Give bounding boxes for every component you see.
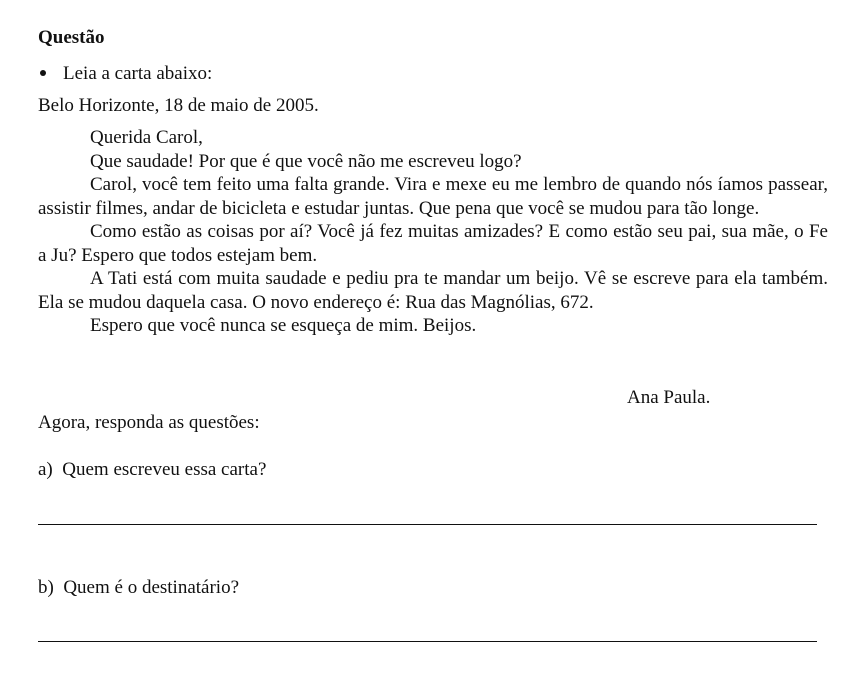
letter-body — [38, 126, 828, 338]
question-a — [38, 458, 266, 482]
letter-greeting: Querida Carol, — [90, 127, 203, 148]
letter-date-line: Belo Horizonte, 18 de maio de 2005. — [38, 95, 319, 116]
letter-paragraph: Carol, você tem feito uma falta grande. Vira e mexe eu me lembro de quando nós íamos passear, assistir filmes, andar de bicicleta e estudar juntas. Que pena que você se mudou para tão longe. — [38, 174, 828, 219]
answer-line-a[interactable] — [38, 524, 817, 525]
worksheet-title: Questão — [38, 27, 105, 48]
question-b — [38, 576, 239, 600]
question-label: b) — [38, 577, 54, 598]
letter-paragraph: A Tati está com muita saudade e pediu pra te mandar um beijo. Vê se escreve para ela também. Ela se mudou daquela casa. O novo endereço é: Rua das Magnólias, 672. — [38, 268, 828, 313]
questions-instruction: Agora, responda as questões: — [38, 412, 260, 433]
letter-paragraph: Que saudade! Por que é que você não me escreveu logo? — [90, 150, 522, 172]
bullet-instruction-text: Leia a carta abaixo: — [63, 63, 213, 84]
letter-closing: Espero que você nunca se esqueça de mim. Beijos. — [90, 315, 477, 336]
question-text: Quem escreveu essa carta? — [62, 459, 267, 480]
answer-line-b[interactable] — [38, 641, 817, 642]
letter-signature: Ana Paula. — [627, 387, 711, 408]
question-text: Quem é o destinatário? — [63, 577, 240, 598]
letter-paragraph: Como estão as coisas por aí? Você já fez muitas amizades? E como estão seu pai, sua mãe, o Fe a Ju? Espero que todos estejam bem. — [38, 221, 828, 266]
bullet-instruction — [38, 62, 212, 86]
question-label: a) — [38, 459, 53, 480]
bullet-icon — [40, 70, 46, 76]
